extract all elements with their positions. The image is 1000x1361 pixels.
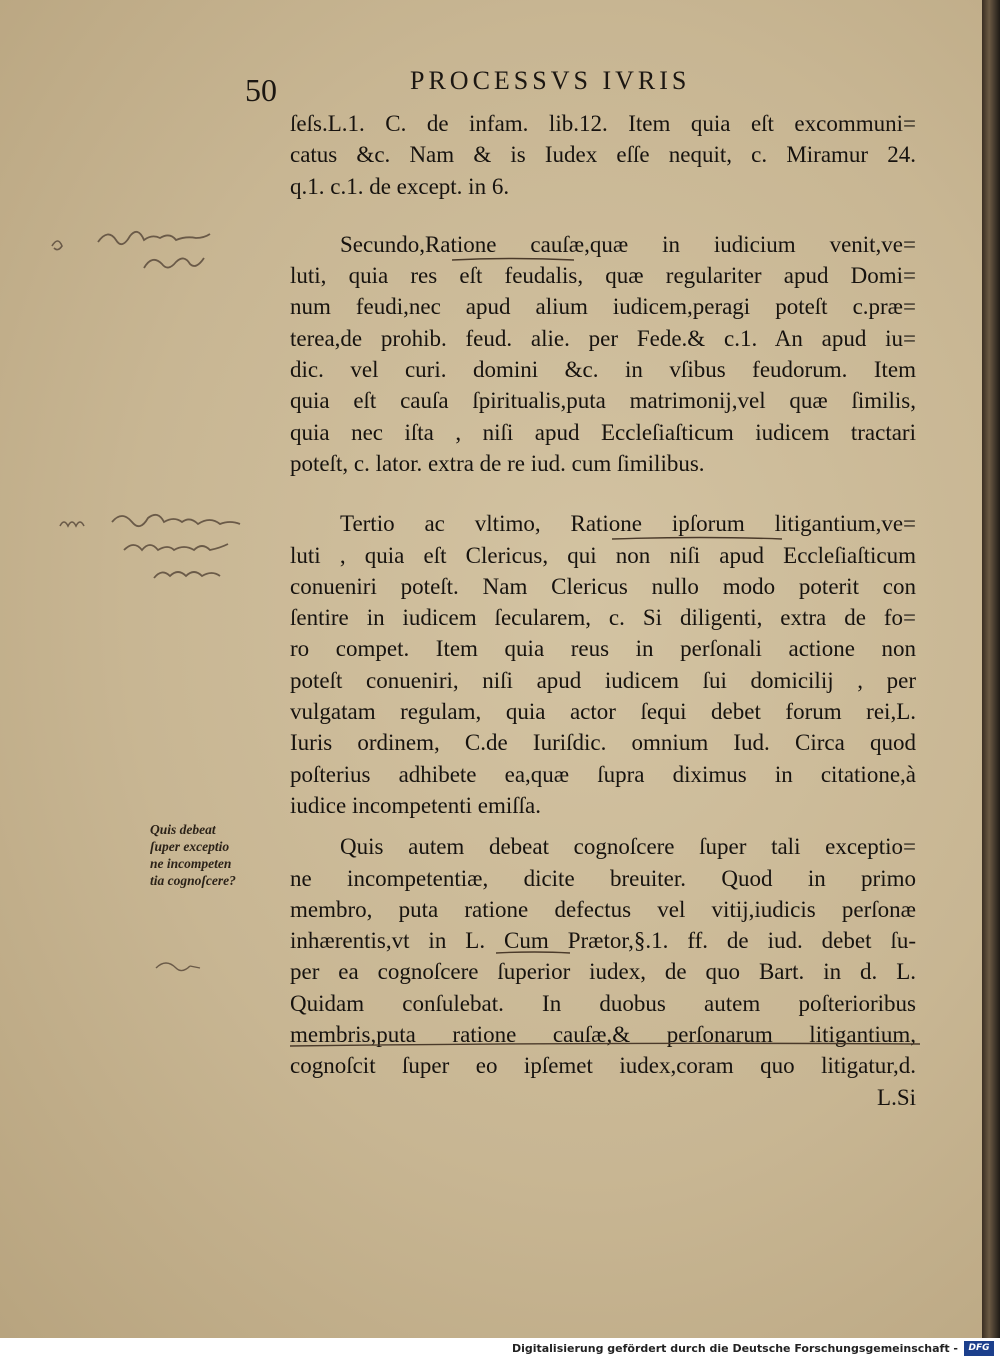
page-number: 50 bbox=[245, 72, 277, 108]
handwritten-annotation-1 bbox=[48, 224, 238, 284]
text-line: luti, quia res eſt feudalis, quæ regulariter apud Domi= bbox=[290, 263, 916, 289]
running-head: PROCESSVS IVRIS bbox=[410, 66, 691, 95]
funding-credit: Digitalisierung gefördert durch die Deutsche Forschungsgemeinschaft - bbox=[511, 1342, 958, 1355]
text-line: membris,puta ratione cauſæ,& perſonarum litigantium, bbox=[290, 1022, 916, 1048]
text-line: Quidam conſulebat. In duobus autem poſterioribus bbox=[290, 990, 916, 1016]
text-line: ro compet. Item quia reus in perſonali actione non bbox=[290, 636, 916, 662]
text-line: Secundo,Ratione cauſæ,quæ in iudicium venit,ve= bbox=[340, 231, 916, 257]
text-line: dic. vel curi. domini &c. in vſibus feudorum. Item bbox=[290, 357, 916, 383]
text-line: quia nec iſta , niſi apud Eccleſiaſticum iudicem tractari bbox=[290, 419, 916, 445]
text-line: poſterius adhibete ea,quæ ſupra diximus in citatione,à bbox=[290, 761, 916, 787]
text-line: ne incompetentiæ, dicite breuiter. Quod in primo bbox=[290, 865, 916, 891]
text-line: cognoſcit ſuper eo ipſemet iudex,coram quo litigatur,d. bbox=[290, 1053, 916, 1079]
text-line: catus &c. Nam & is Iudex eſſe nequit, c. Miramur 24. bbox=[290, 142, 916, 168]
text-line: vulgatam regulam, quia actor ſequi debet forum rei,L. bbox=[290, 699, 916, 725]
text-line: Quis autem debeat cognoſcere ſuper tali exceptio= bbox=[340, 834, 916, 860]
catchword: L.Si bbox=[877, 1084, 916, 1110]
dfg-logo: DFG bbox=[964, 1341, 994, 1356]
text-line: inhærentis,vt in L. Cum Prætor,§.1. ff. de iud. debet ſu- bbox=[290, 928, 916, 954]
text-line: ſeſs.L.1. C. de infam. lib.12. Item quia eſt excommuni= bbox=[290, 111, 916, 136]
text-line: membro, puta ratione defectus vel vitij,iudicis perſonæ bbox=[290, 896, 916, 922]
marginal-note-line: tia cognoſcere? bbox=[150, 873, 236, 888]
text-line: quia eſt cauſa ſpiritualis,puta matrimonij,vel quæ ſimilis, bbox=[290, 388, 916, 414]
digitization-footer bbox=[0, 1338, 1000, 1361]
text-line: q.1. c.1. de except. in 6. bbox=[290, 173, 510, 199]
text-line: iudice incompetenti emiſſa. bbox=[290, 792, 542, 818]
text-line: poteſt, c. lator. extra de re iud. cum ſimilibus. bbox=[290, 450, 705, 476]
text-line: terea,de prohib. feud. alie. per Fede.& c.1. An apud iu= bbox=[290, 325, 916, 351]
handwritten-mark-3 bbox=[150, 950, 210, 980]
text-line: conueniri poteſt. Nam Clericus nullo modo poterit con bbox=[290, 573, 916, 599]
text-line: Tertio ac vltimo, Ratione ipſorum litigantium,ve= bbox=[340, 511, 916, 537]
printed-marginal-note bbox=[150, 821, 280, 889]
book-edge-shadow bbox=[982, 0, 1000, 1338]
text-line: poteſt conueniri, niſi apud iudicem ſui domicilij , per bbox=[290, 667, 916, 693]
text-line: per ea cognoſcere ſuperior iudex, de quo Bart. in d. L. bbox=[290, 959, 916, 985]
handwritten-annotation-2 bbox=[56, 508, 286, 588]
text-line: num feudi,nec apud alium iudicem,peragi poteſt c.præ= bbox=[290, 294, 916, 320]
marginal-note-line: ſuper exceptio bbox=[150, 839, 230, 854]
marginal-note-line: ne incompeten bbox=[150, 856, 232, 871]
marginal-note-line: Quis debeat bbox=[150, 822, 216, 837]
text-line: luti , quia eſt Clericus, qui non niſi apud Eccleſiaſticum bbox=[290, 542, 916, 568]
text-line: Iuris ordinem, C.de Iuriſdic. omnium Iud. Circa quod bbox=[290, 730, 916, 756]
text-line: ſentire in iudicem ſecularem, c. Si diligenti, extra de fo= bbox=[290, 605, 916, 631]
main-text-block bbox=[290, 108, 916, 1113]
